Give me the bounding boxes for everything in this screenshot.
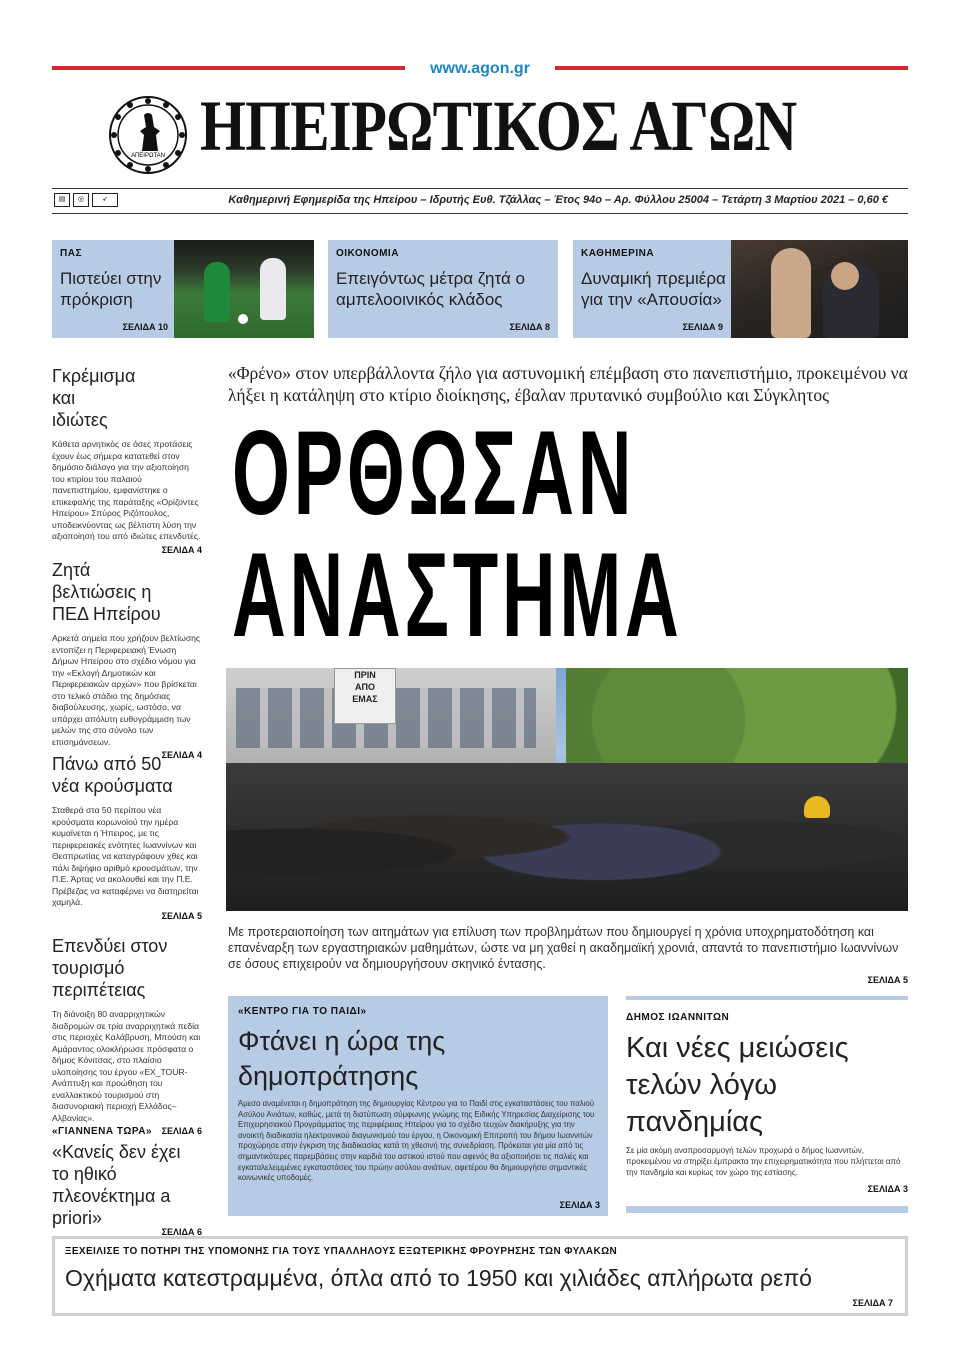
- sidebar-story-1[interactable]: [52, 365, 202, 555]
- crowd: [226, 763, 908, 911]
- bottom-kicker: ΞΕΧΕΙΛΙΣΕ ΤΟ ΠΟΤΗΡΙ ΤΗΣ ΥΠΟΜΟΝΗΣ ΓΙΑ ΤΟΥΣ ΥΠΑΛΛΗΛΟΥΣ ΕΞΩΤΕΡΙΚΗΣ ΦΡΟΥΡΗΣΗΣ ΤΩΝ ΦΥΛΑΚΩΝ: [65, 1246, 618, 1257]
- player-white: [260, 258, 286, 320]
- teaser-title: Επειγόντως μέτρα ζητά ο αμπελοοινικός κλάδος: [336, 269, 525, 309]
- sidebar-story-2[interactable]: [52, 559, 202, 760]
- photo-caption: Με προτεραιοποίηση των αιτημάτων για επίλυση των προβλημάτων που δημιουργεί η χρόνια υποχρηματοδότηση και επανέναρξη των εργαστηριακών μαθημάτων, ώστε να μη χαθεί η ακαδημαϊκή χρονιά, απαντά το πανεπιστήμιο Ιωαννίνων σε όσους επιχειρούν να δημιουργήσουν σκηνικό έντασης.: [228, 925, 899, 971]
- newspaper-seal-icon: [108, 95, 188, 175]
- main-page: ΣΕΛΙΔΑ 5: [867, 975, 908, 985]
- protest-photo: [226, 668, 908, 911]
- headline-line-1: ΟΡΘΩΣΑΝ: [232, 406, 636, 540]
- teaser-label: ΠΑΣ: [60, 248, 82, 259]
- teaser-page: ΣΕΛΙΔΑ 10: [122, 322, 168, 332]
- actor-face: [831, 262, 859, 290]
- actress-figure: [771, 248, 811, 338]
- football-photo: [174, 240, 314, 338]
- story3-kicker: ΔΗΜΟΣ ΙΩΑΝΝΙΤΩΝ: [626, 1012, 730, 1023]
- actors-photo: [731, 240, 908, 338]
- teaser-pas[interactable]: [52, 240, 314, 338]
- teaser-label: ΟΙΚΟΝΟΜΙΑ: [336, 248, 399, 259]
- story-kentro-paidi[interactable]: [228, 996, 608, 1216]
- info-bar: [52, 188, 908, 214]
- seal-label: ΑΠΕΙΡΩΤΑΝ: [130, 153, 166, 159]
- sidebar-page: ΣΕΛΙΔΑ 4: [161, 750, 202, 760]
- story-dimos-ioanniton[interactable]: [626, 996, 908, 1216]
- masthead-title: ΗΠΕΙΡΩΤΙΚΟΣ ΑΓΩΝ: [200, 86, 797, 166]
- sidebar-story-4[interactable]: [52, 935, 202, 1136]
- sidebar-text: Κάθετα αρνητικός σε όσες προτάσεις έχουν έως σήμερα κατατεθεί στον δημόσιο διάλογο για την αξιοποίηση του κτιρίου του παλαιού πανεπιστημίου, εμφανίστηκε ο επικεφαλής της παράταξης «Ορίζοντες Ηπείρου» Σπύρος Ριζόπουλος, υποδεικνύοντας ως βέλτιστη λύση την αξιοποίησή του από ιδιώτες επενδυτές.: [52, 439, 201, 541]
- eiiea-icon: ➶: [92, 193, 118, 207]
- headline-line-2: ΑΝΑΣΤΗΜΑ: [232, 528, 683, 662]
- teaser-page: ΣΕΛΙΔΑ 8: [509, 322, 550, 332]
- story3-title: Και νέες μειώσεις τελών λόγω πανδημίας: [626, 1032, 849, 1138]
- football-ball: [238, 314, 248, 324]
- main-deck: «Φρένο» στον υπερβάλλοντα ζήλο για αστυνομική επέμβαση στο πανεπιστήμιο, προκειμένου να λήξει η κατάληψη στο κτίριο διοίκησης, έβαλαν πρυτανικό συμβούλιο και Σύγκλητος: [228, 363, 908, 405]
- teaser-label: ΚΑΘΗΜΕΡΙΝΑ: [581, 248, 655, 259]
- issue-info: Καθημερινή Εφημερίδα της Ηπείρου – Ιδρυτής Ευθ. Τζάλλας – Έτος 94ο – Αρ. Φύλλου 25004 – Τετάρτη 3 Μαρτίου 2021 – 0,60 €: [228, 194, 888, 206]
- story2-text: Άμεσα αναμένεται η δημοπράτηση της δημιουργίας Κέντρου για το Παιδί στις εγκαταστάσεις του παλιού Ασύλου Ανιάτων, καθώς, μετά τη διατύπωση σύμφωνης γνώμης της Ειδικής Υπηρεσίας Διαχείρισης του Επιχειρησιακού Προγράμματος της περιφέρειας Ηπείρου για το σχέδιο τευχών διακήρυξης για την ανοικτή διαδικασία ηλεκτρονικού διαγωνισμού του έργου, η Οικονομική Επιτροπή του δήμου Ιωαννιτών προχώρησε στην έγκριση της διαδικασίας κατά τη χθεσινή της συνεδρίαση. Πρόκειται για μία από τις σημαντικότερες παρεμβάσεις στην καρδιά του αστικού ιστού που αφενός θα αξιοποιήσει τις παλιές και εγκαταλελειμμένες εγκαταστάσεις του πρώην ασύλου ανιάτων, αφετέρου θα δημιουργήσει σημαντικές κοινωνικές υποδομές.: [238, 1099, 595, 1183]
- sidebar-story-5[interactable]: [52, 1126, 202, 1237]
- sidebar-text: Σταθερά στα 50 περίπου νέα κρούσματα κορωνοϊού την ημέρα κυμαίνεται η Ήπειρος, με τις περιφερειακές ενότητες Ιωαννίνων και Θεσπρωτίας να καταγράφουν χθες και πάλι διψήφιο αριθμό κρουσμάτων, την Π.Ε. Άρτας να ακολουθεί και την Π.Ε. Πρέβεζας να καταφέρνει να διατηρείται χαμηλά.: [52, 805, 199, 907]
- sidebar-story-3[interactable]: [52, 753, 202, 921]
- teaser-oikonomia[interactable]: [328, 240, 558, 338]
- sidebar-headline: Γκρέμισμα και ιδιώτες: [52, 366, 136, 430]
- website-url[interactable]: www.agon.gr: [405, 60, 555, 78]
- story3-top-rule: [626, 996, 908, 1000]
- banner-line-1: ΠΡΙΝ: [354, 670, 376, 680]
- sidebar-page: ΣΕΛΙΔΑ 4: [161, 544, 202, 555]
- story2-page: ΣΕΛΙΔΑ 3: [559, 1200, 600, 1210]
- bottom-page: ΣΕΛΙΔΑ 7: [852, 1298, 893, 1308]
- sidebar-headline: Επενδύει στον τουρισμό περιπέτειας: [52, 936, 168, 1000]
- sidebar-page: ΣΕΛΙΔΑ 5: [161, 910, 202, 921]
- story3-bottom-rule: [626, 1206, 908, 1213]
- story3-page: ΣΕΛΙΔΑ 3: [867, 1184, 908, 1194]
- yellow-hat: [804, 796, 830, 818]
- sidebar-headline: «Κανείς δεν έχει το ηθικό πλεονέκτημα a priori»: [52, 1142, 181, 1228]
- story3-text: Σε μία ακόμη αναπροσαρμογή τελών προχωρά ο δήμος Ιωαννιτών, προκειμένου να στηρίξει έμπρακτα την επιχειρηματικότητα που πλήττεται από την πανδημία και κυρίως τον χώρο της εστίασης.: [626, 1146, 901, 1177]
- sidebar-headline: Πάνω από 50 νέα κρούσματα: [52, 754, 173, 796]
- story2-kicker: «ΚΕΝΤΡΟ ΓΙΑ ΤΟ ΠΑΙΔΙ»: [238, 1006, 367, 1017]
- protest-banner: [334, 668, 396, 724]
- teaser-page: ΣΕΛΙΔΑ 9: [682, 322, 723, 332]
- press-icon: ▤: [54, 193, 70, 207]
- sidebar-kicker: «ΓΙΑΝΝΕΝΑ ΤΩΡΑ»: [52, 1126, 153, 1137]
- banner-line-3: ΕΜΑΣ: [352, 694, 378, 704]
- main-headline[interactable]: [232, 406, 683, 662]
- player-green: [204, 262, 230, 322]
- sidebar-page: ΣΕΛΙΔΑ 6: [161, 1227, 202, 1237]
- sidebar-text: Αρκετά σημεία που χρήζουν βελτίωσης εντοπίζει η Περιφερειακή Ένωση Δήμων Ηπείρου στο σχέδιο νόμου για την «Εκλογή Δημοτικών και Περιφερειακών αρχών» που βρίσκεται στο τελικό στάδιο της δημόσιας διαβούλευσης, χωρίς, ωστόσο, να υπάρχει απόλυτη ευθυγράμμιση των μελών της στο σύνολο των επισημάνσεων.: [52, 633, 201, 747]
- sidebar-headline: Ζητά βελτιώσεις η ΠΕΔ Ηπείρου: [52, 560, 161, 624]
- teaser-kathimerina[interactable]: [573, 240, 908, 338]
- sidebar-text: Τη διάνοιξη 80 αναρριχητικών διαδρομών σε τρία αναρριχητικά πεδία στις περιοχές Καλάβρυση, Μπούση και Αμάραντος ολοκλήρωσε πρόσφατα ο δήμος Κόνιτσας, στο πλαίσιο υλοποίησης του έργου «EX_TOUR- Ανάπτυξη και προώθηση του εναλλακτικού τουρισμού στη διασυνοριακή περιοχή Ελλάδος– Αλβανίας».: [52, 1009, 201, 1123]
- story2-title: Φτάνει η ώρα της δημοπράτησης: [238, 1026, 446, 1091]
- story-fylakes[interactable]: [52, 1236, 908, 1316]
- banner-line-2: ΑΠΟ: [355, 682, 375, 692]
- bottom-title: Οχήματα κατεστραμμένα, όπλα από το 1950 και χιλιάδες απλήρωτα ρεπό: [65, 1265, 812, 1291]
- teaser-title: Δυναμική πρεμιέρα για την «Απουσία»: [581, 269, 726, 309]
- union-icon: ◎: [73, 193, 89, 207]
- publisher-icons: [54, 193, 118, 207]
- teaser-title: Πιστεύει στην πρόκριση: [60, 269, 162, 309]
- sidebar-page: ΣΕΛΙΔΑ 6: [161, 1126, 202, 1136]
